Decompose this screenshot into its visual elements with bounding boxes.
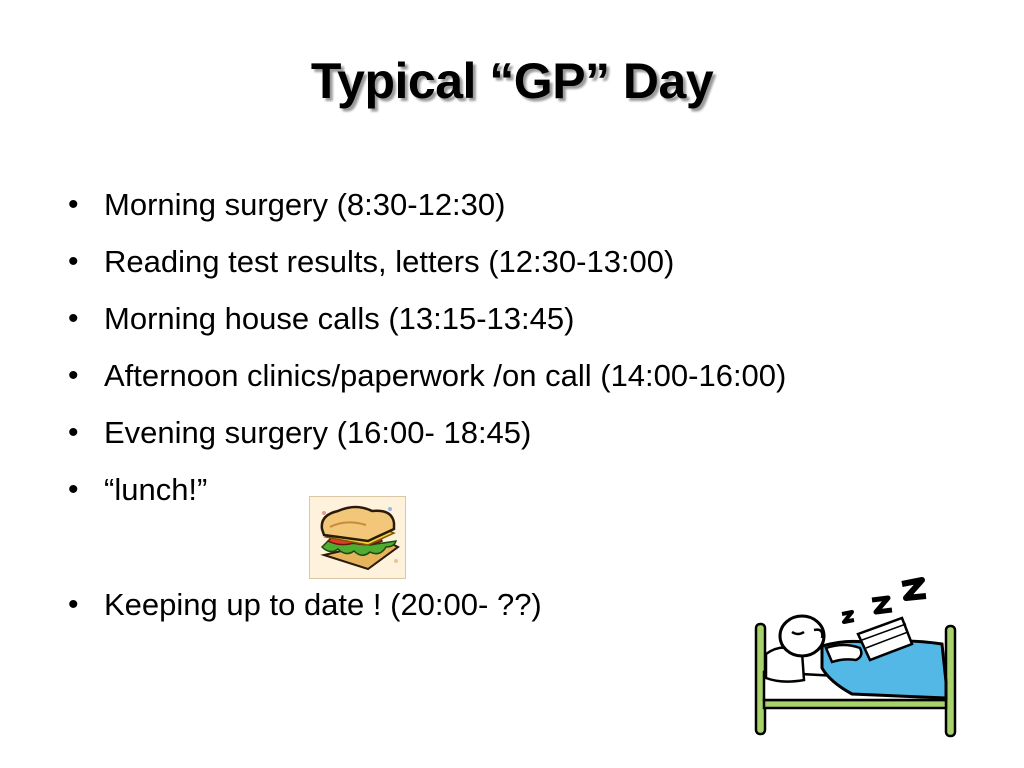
bullet-text: Keeping up to date ! (20:00- ??)	[104, 587, 542, 622]
bullet-list	[68, 186, 786, 643]
bullet-marker: •	[68, 188, 79, 221]
bullet-item	[68, 586, 786, 624]
sandwich-icon	[309, 496, 406, 579]
bullet-text: Afternoon clinics/paperwork /on call (14:00-16:00)	[104, 358, 787, 393]
bullet-marker: •	[68, 302, 79, 335]
bullet-marker: •	[68, 359, 79, 392]
bullet-item	[68, 357, 786, 395]
bullet-item	[68, 414, 786, 452]
bullet-text: Evening surgery (16:00- 18:45)	[104, 415, 532, 450]
slide-title: Typical “GP” Day	[310, 53, 714, 109]
bullet-text: Morning surgery (8:30-12:30)	[104, 187, 506, 222]
bullet-marker: •	[68, 245, 79, 278]
bullet-item	[68, 471, 786, 509]
bullet-marker: •	[68, 588, 79, 621]
bullet-marker: •	[68, 416, 79, 449]
bullet-marker: •	[68, 473, 79, 506]
bullet-item	[68, 186, 786, 224]
bullet-text: Morning house calls (13:15-13:45)	[104, 301, 575, 336]
sleeping-person-icon	[752, 572, 964, 740]
bullet-text: Reading test results, letters (12:30-13:00)	[104, 244, 675, 279]
bullet-item	[68, 243, 786, 281]
bullet-text: “lunch!”	[104, 472, 208, 507]
bullet-item	[68, 300, 786, 338]
